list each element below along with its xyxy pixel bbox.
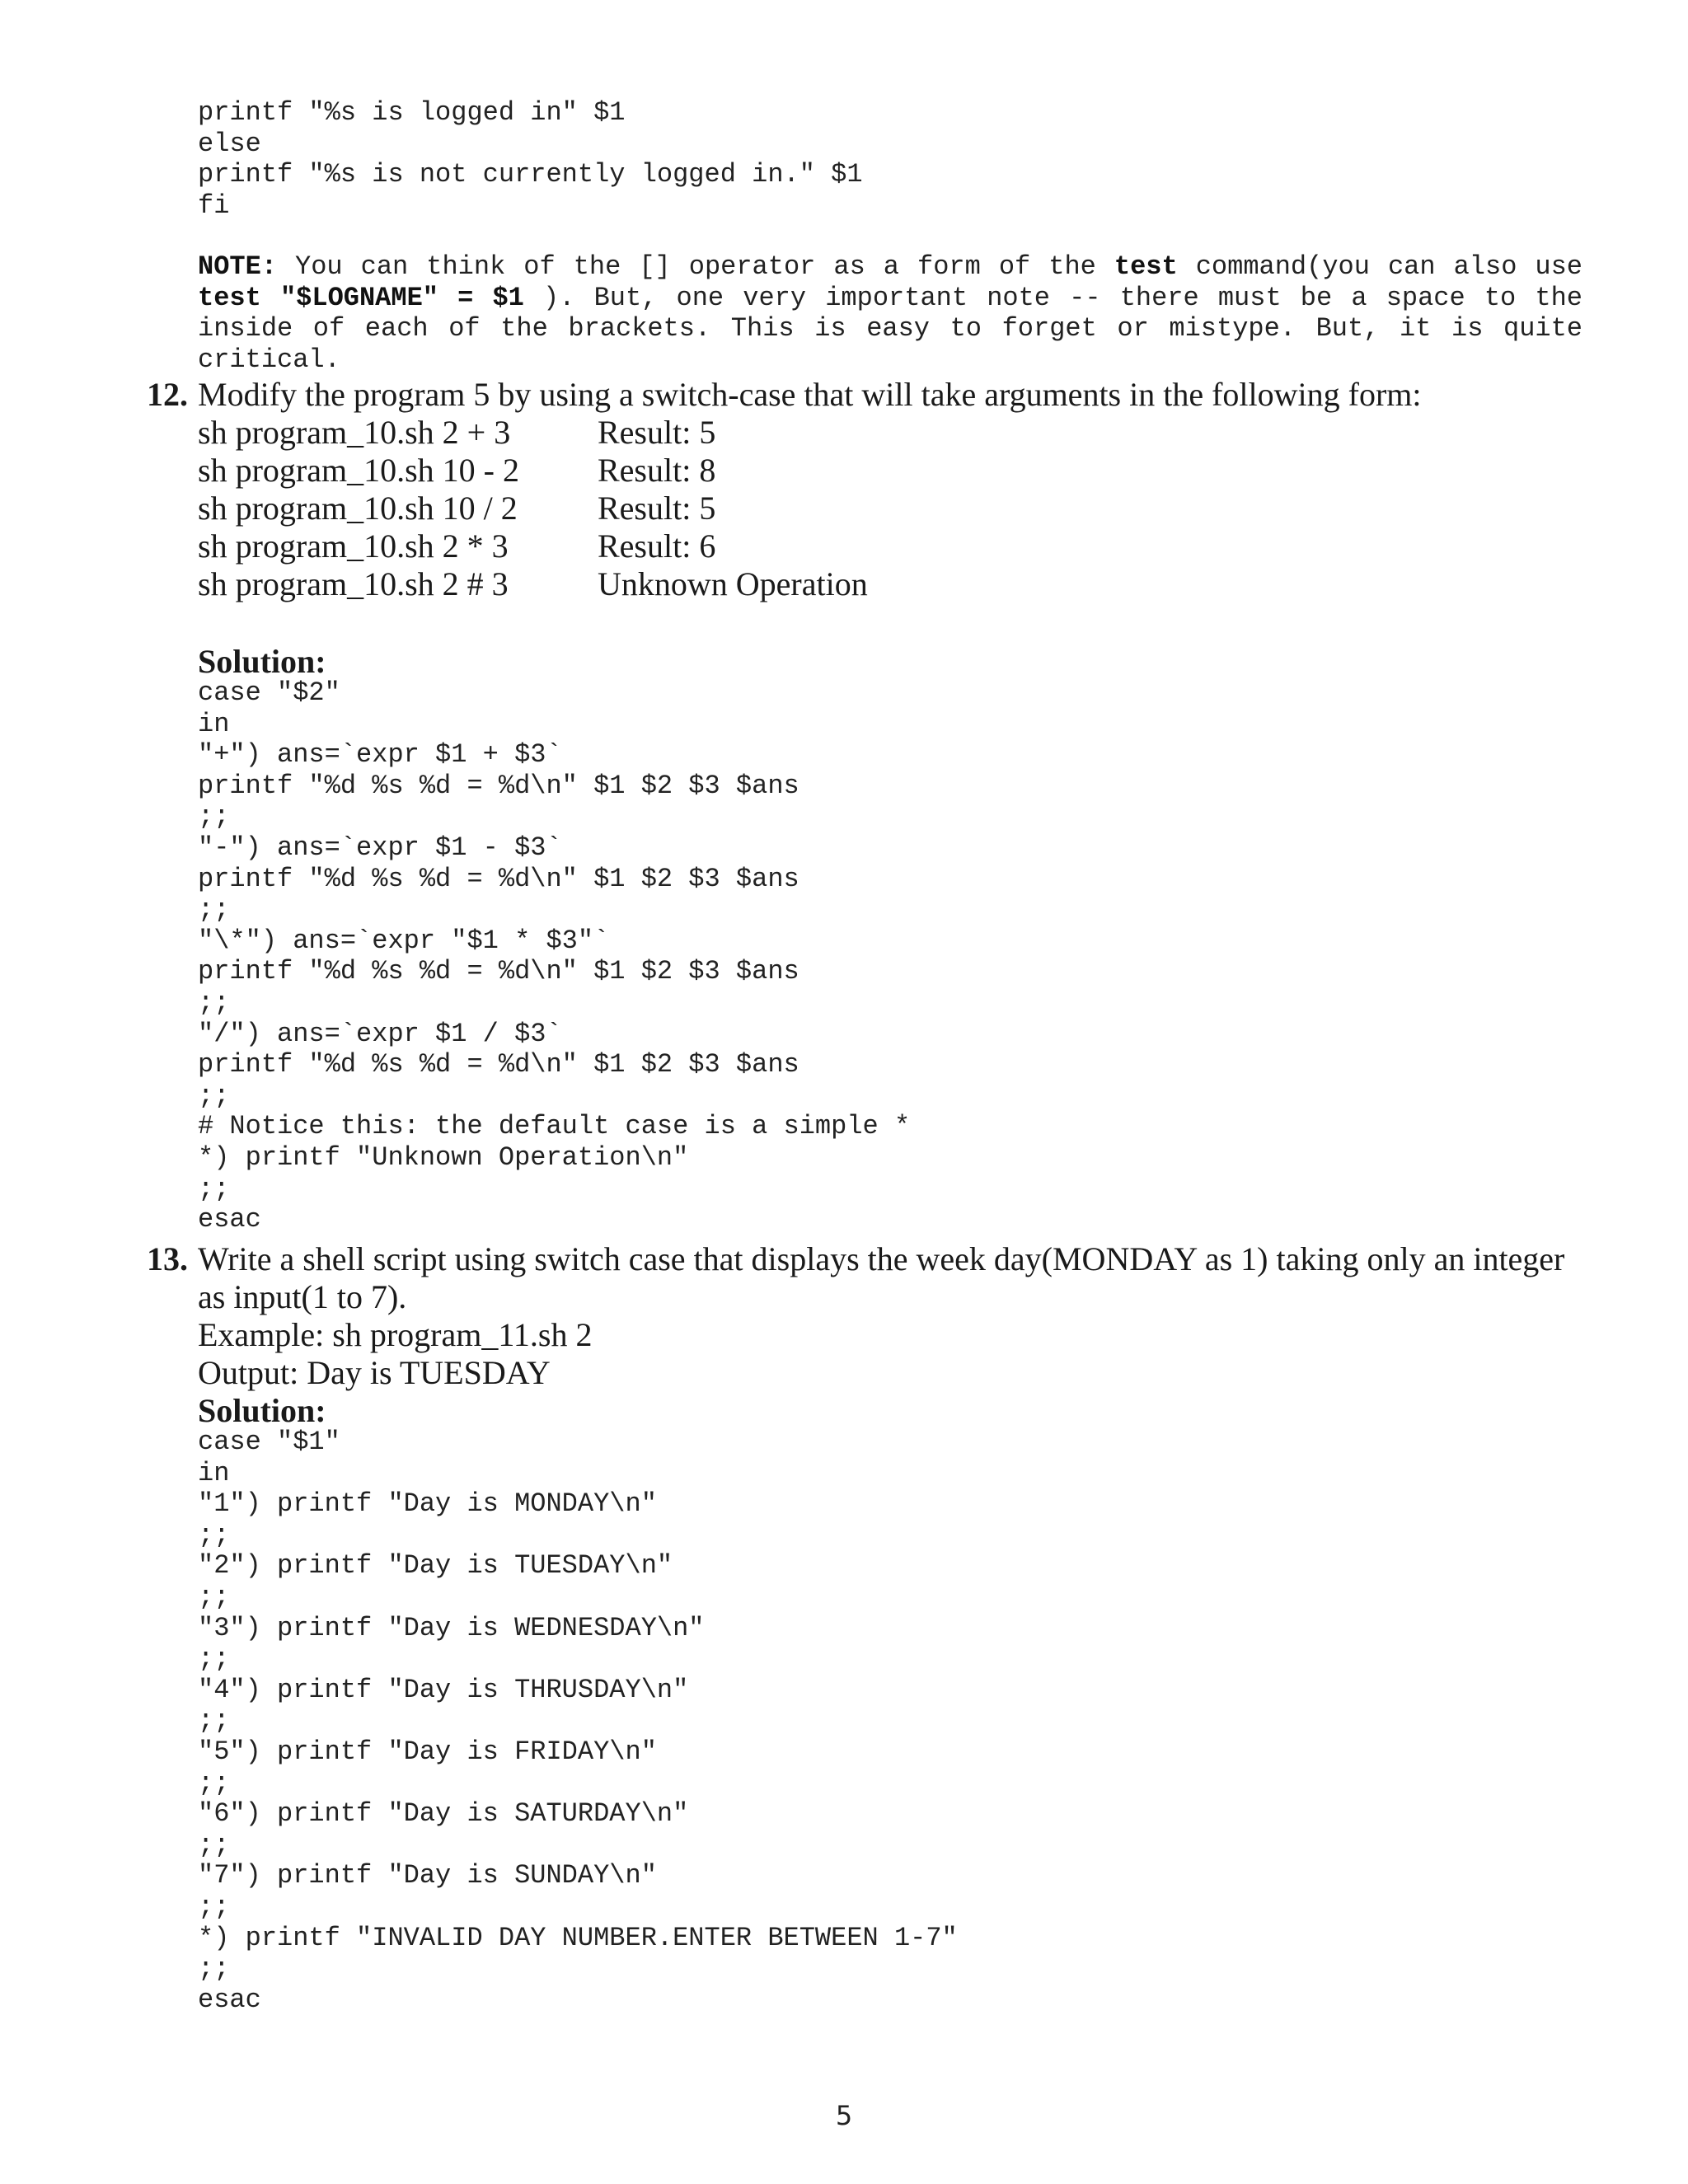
page-number: 5 [835, 2100, 853, 2131]
code-line: ;; [198, 1829, 230, 1860]
code-line: "3") printf "Day is WEDNESDAY\n" [198, 1612, 705, 1643]
code-line: "/") ans=`expr $1 / $3` [198, 1018, 562, 1049]
question-number: 13. [147, 1240, 188, 1277]
example-result: Result: 5 [598, 414, 716, 451]
note-text: command(you can also use [1177, 251, 1583, 282]
note-text: You can think of the [] operator as a form of the [277, 251, 1114, 282]
code-line: else [198, 128, 261, 159]
note-paragraph [198, 251, 1582, 375]
code-line: "\*") ans=`expr "$1 * $3"` [198, 925, 610, 956]
code-line: ;; [198, 801, 230, 832]
code-line: # Notice this: the default case is a simple * [198, 1111, 911, 1142]
example-command: sh program_10.sh 2 * 3 [198, 527, 509, 565]
example-line: Example: sh program_11.sh 2 [198, 1316, 593, 1353]
code-line: printf "%d %s %d = %d\n" $1 $2 $3 $ans [198, 1049, 799, 1080]
question-text: Write a shell script using switch case that displays the week day(MONDAY as 1) taking only an integer [198, 1240, 1565, 1277]
example-row [198, 565, 868, 603]
code-line: ;; [198, 1643, 230, 1675]
q12-code-block [198, 677, 910, 1235]
code-line: printf "%d %s %d = %d\n" $1 $2 $3 $ans [198, 863, 799, 894]
solution-heading: Solution: [198, 643, 326, 680]
example-command: sh program_10.sh 2 # 3 [198, 565, 509, 602]
code-line: printf "%s is logged in" $1 [198, 97, 626, 128]
output-line: Output: Day is TUESDAY [198, 1354, 551, 1391]
code-line: printf "%d %s %d = %d\n" $1 $2 $3 $ans [198, 770, 799, 801]
code-line: esac [198, 1984, 261, 2015]
code-line: "2") printf "Day is TUESDAY\n" [198, 1550, 673, 1582]
code-line: in [198, 708, 230, 739]
example-command: sh program_10.sh 2 + 3 [198, 414, 511, 451]
code-line: case "$2" [198, 677, 340, 708]
example-command: sh program_10.sh 10 - 2 [198, 452, 519, 489]
code-line: fi [198, 190, 230, 221]
example-result: Result: 5 [598, 490, 716, 527]
code-line: "-") ans=`expr $1 - $3` [198, 832, 562, 863]
top-code-block [198, 97, 863, 221]
code-line: "5") printf "Day is FRIDAY\n" [198, 1736, 657, 1767]
question-text: Modify the program 5 by using a switch-case that will take arguments in the following form: [198, 376, 1422, 413]
code-line: "4") printf "Day is THRUSDAY\n" [198, 1674, 689, 1705]
code-line: "7") printf "Day is SUNDAY\n" [198, 1860, 657, 1891]
note-command: test [1114, 251, 1178, 282]
example-result: Result: 8 [598, 452, 716, 489]
code-line: "6") printf "Day is SATURDAY\n" [198, 1798, 689, 1830]
example-table [198, 414, 868, 603]
example-row [198, 452, 868, 490]
code-line: ;; [198, 987, 230, 1018]
code-line: in [198, 1457, 230, 1488]
code-line: printf "%s is not currently logged in." $1 [198, 159, 863, 190]
q13-code-block [198, 1427, 958, 2015]
question-text: as input(1 to 7). [198, 1278, 407, 1315]
note-text: ). But, one very important note -- there must be a space to the inside of each of the brackets. This is easy to forget or mistype. But, it is quite critical. [198, 282, 1582, 375]
question-number: 12. [147, 376, 188, 413]
code-line: *) printf "Unknown Operation\n" [198, 1141, 689, 1173]
code-line: ;; [198, 1891, 230, 1922]
code-line: ;; [198, 894, 230, 926]
example-row [198, 490, 868, 527]
example-row [198, 527, 868, 565]
example-row [198, 414, 868, 452]
code-line: ;; [198, 1953, 230, 1985]
example-result: Unknown Operation [598, 565, 868, 602]
code-line: ;; [198, 1705, 230, 1736]
code-line: "+") ans=`expr $1 + $3` [198, 739, 562, 771]
code-line: ;; [198, 1173, 230, 1204]
note-command: test "$LOGNAME" = $1 [198, 282, 524, 313]
code-line: case "$1" [198, 1427, 340, 1457]
code-line: ;; [198, 1080, 230, 1111]
code-line: ;; [198, 1767, 230, 1798]
code-line: ;; [198, 1581, 230, 1612]
code-line: *) printf "INVALID DAY NUMBER.ENTER BETWEEN 1-7" [198, 1922, 958, 1953]
code-line: ;; [198, 1519, 230, 1550]
solution-heading: Solution: [198, 1392, 326, 1429]
code-line: printf "%d %s %d = %d\n" $1 $2 $3 $ans [198, 956, 799, 987]
code-line: esac [198, 1204, 261, 1235]
code-line: "1") printf "Day is MONDAY\n" [198, 1488, 657, 1520]
example-result: Result: 6 [598, 527, 716, 565]
example-command: sh program_10.sh 10 / 2 [198, 490, 518, 527]
note-label: NOTE: [198, 251, 278, 282]
